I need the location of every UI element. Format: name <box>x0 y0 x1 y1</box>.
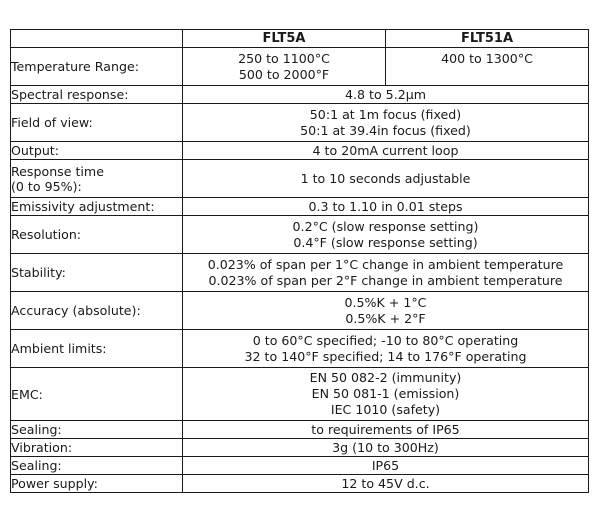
row-label: Sealing: <box>11 457 183 475</box>
value-line: 0.023% of span per 1°C change in ambient temperature <box>207 256 564 272</box>
row-value <box>183 457 589 475</box>
value-line: EN 50 082-2 (immunity) <box>309 370 462 385</box>
value-line: 1 to 10 seconds adjustable <box>300 170 471 186</box>
table-row <box>11 330 589 368</box>
table-row <box>11 198 589 216</box>
value-line: 250 to 1100°C <box>238 50 330 66</box>
value-line: IEC 1010 (safety) <box>330 402 441 417</box>
row-label: Resolution: <box>11 216 183 254</box>
row-value <box>183 421 589 439</box>
value-line: 0.5%K + 1°C <box>344 294 427 310</box>
row-label: Ambient limits: <box>11 330 183 368</box>
row-value <box>183 254 589 292</box>
table-row <box>11 48 589 86</box>
table-row <box>11 142 589 160</box>
table-row <box>11 475 589 493</box>
value-line: 0.3 to 1.10 in 0.01 steps <box>308 198 463 214</box>
table-row <box>11 104 589 142</box>
table-row <box>11 421 589 439</box>
value-line: 400 to 1300°C <box>441 51 533 66</box>
value-line: 0.5%K + 2°F <box>345 310 426 326</box>
value-line: 50:1 at 39.4in focus (fixed) <box>300 122 471 138</box>
value-line: 3g (10 to 300Hz) <box>332 439 439 455</box>
value-line: 4 to 20mA current loop <box>312 142 459 158</box>
row-label: Stability: <box>11 254 183 292</box>
value-line: 0 to 60°C specified; -10 to 80°C operating <box>252 332 519 348</box>
value-line: 0.4°F (slow response setting) <box>293 234 478 250</box>
row-value-flt5a <box>183 48 386 86</box>
header-blank <box>11 30 183 48</box>
row-value <box>183 142 589 160</box>
spec-table <box>10 29 589 493</box>
label-line: (0 to 95%): <box>11 178 82 194</box>
row-value <box>183 368 589 421</box>
row-label: Temperature Range: <box>11 48 183 86</box>
table-row <box>11 254 589 292</box>
header-row <box>11 30 589 48</box>
row-value <box>183 330 589 368</box>
row-label: Spectral response: <box>11 86 183 104</box>
row-value-flt51a <box>386 48 589 86</box>
value-line: 12 to 45V d.c. <box>341 475 430 491</box>
value-line: 0.023% of span per 2°F change in ambient temperature <box>208 272 563 288</box>
row-label: Vibration: <box>11 439 183 457</box>
table-row <box>11 160 589 198</box>
value-line: 32 to 140°F specified; 14 to 176°F operating <box>244 348 527 364</box>
value-line: 0.2°C (slow response setting) <box>292 218 479 234</box>
row-value <box>183 216 589 254</box>
row-label: Emissivity adjustment: <box>11 198 183 216</box>
row-label: Accuracy (absolute): <box>11 292 183 330</box>
value-line: to requirements of IP65 <box>311 421 460 437</box>
table-row <box>11 86 589 104</box>
row-value <box>183 160 589 198</box>
row-value <box>183 86 589 104</box>
row-value <box>183 104 589 142</box>
table-row <box>11 216 589 254</box>
row-label: Field of view: <box>11 104 183 142</box>
header-flt51a: FLT51A <box>386 30 589 48</box>
row-label: Power supply: <box>11 475 183 493</box>
header-flt5a: FLT5A <box>183 30 386 48</box>
table-row <box>11 292 589 330</box>
row-value <box>183 475 589 493</box>
row-value <box>183 439 589 457</box>
value-line: 50:1 at 1m focus (fixed) <box>309 106 462 122</box>
value-line: EN 50 081-1 (emission) <box>311 386 460 401</box>
table-row <box>11 439 589 457</box>
row-value <box>183 198 589 216</box>
value-line: 500 to 2000°F <box>238 66 330 82</box>
table-row <box>11 368 589 421</box>
row-label: Sealing: <box>11 421 183 439</box>
value-line: 4.8 to 5.2µm <box>345 86 426 102</box>
row-value <box>183 292 589 330</box>
value-line: IP65 <box>371 457 400 473</box>
label-line: Response time <box>11 163 104 179</box>
row-label: Output: <box>11 142 183 160</box>
row-label: EMC: <box>11 368 183 421</box>
row-label <box>11 160 183 198</box>
table-row <box>11 457 589 475</box>
